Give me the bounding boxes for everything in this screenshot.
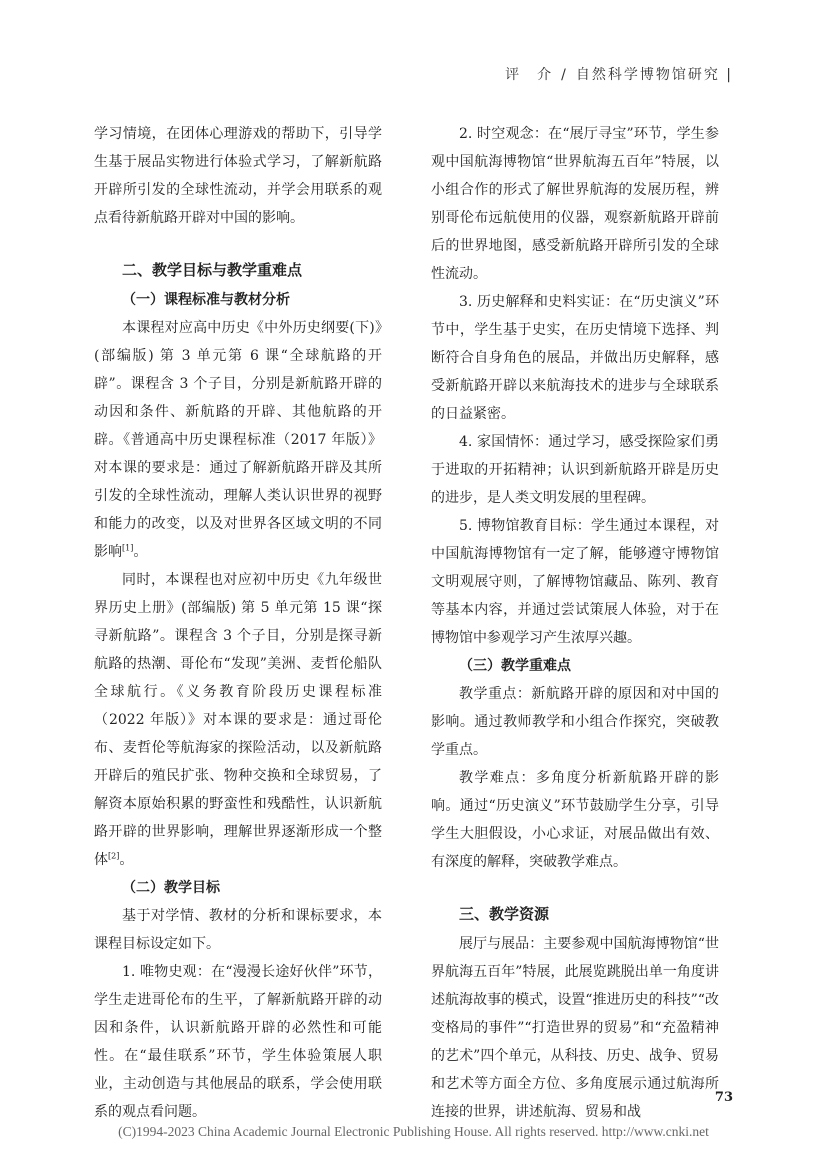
header-section: 评 介 — [505, 67, 554, 83]
paragraph — [94, 566, 382, 874]
paragraph — [94, 314, 382, 566]
subsection-heading: （二）教学目标 — [122, 880, 220, 896]
paragraph: 教学重点：新航路开辟的原因和对中国的影响。通过教师教学和小组合作探究，突破教学重点。 — [431, 686, 719, 758]
header-journal: 自然科学博物馆研究 | — [575, 67, 733, 83]
paragraph: 教学难点：多角度分析新航路开辟的影响。通过“历史演义”环节鼓励学生分享，引导学生大胆假设，小心求证，对展品做出有效、有深度的解释，突破教学难点。 — [431, 770, 719, 870]
running-header — [505, 64, 733, 84]
left-column — [94, 120, 382, 1126]
section-heading: 二、教学目标与教学重难点 — [122, 261, 303, 279]
section-heading: 三、教学资源 — [459, 905, 550, 923]
paragraph: 基于对学情、教材的分析和课标要求，本课程目标设定如下。 — [94, 908, 382, 952]
right-column — [431, 120, 719, 1126]
paragraph: 展厅与展品：主要参观中国航海博物馆“世界航海五百年”特展，此展览跳脱出单一角度讲述航海故事的模式，设置“推进历史的科技”“改变格局的事件”“打造世界的贸易”和“充盈精神的艺术”四个单元，从科技、历史、战争、贸易和艺术等方面全方位、多角度展示通过航海所连接的世界，讲述航海、贸易和战 — [431, 936, 719, 1120]
subsection-heading: （一）课程标准与教材分析 — [122, 292, 290, 308]
paragraph-end: 。 — [133, 544, 148, 560]
subsection-heading: （三）教学重难点 — [459, 658, 571, 674]
page-number: 73 — [714, 1090, 733, 1105]
header-separator: / — [561, 67, 568, 83]
paragraph-text: 同时，本课程也对应初中历史《九年级世界历史上册》(部编版) 第 5 单元第 15 课“探寻新航路”。课程含 3 个子目，分别是探寻新航路的热潮、哥伦布“发现”美洲、麦哲伦船队全球航行。《义务教育阶段历史课程标准（2022 年版）》对本课的要求是：通过哥伦布、麦哲伦等航海家的探险活动，以及新航路开辟后的殖民扩张、物种交换和全球贸易，了解资本原始积累的野蛮性和残酷性，认识新航路开辟的世界影响，理解世界逐渐形成一个整体 — [94, 572, 382, 868]
paragraph: 学习情境，在团体心理游戏的帮助下，引导学生基于展品实物进行体验式学习，了解新航路开辟所引发的全球性流动，并学会用联系的观点看待新航路开辟对中国的影响。 — [94, 126, 382, 226]
paragraph-text: 本课程对应高中历史《中外历史纲要(下)》(部编版) 第 3 单元第 6 课“全球航路的开辟”。课程含 3 个子目，分别是新航路开辟的动因和条件、新航路的开辟、其他航路的开辟。《普通高中历史课程标准（2017 年版）》对本课的要求是：通过了解新航路开辟及其所引发的全球性流动，理解人类认识世界的视野和能力的改变，以及对世界各区域文明的不同影响 — [94, 320, 382, 560]
paragraph: 5. 博物馆教育目标：学生通过本课程，对中国航海博物馆有一定了解，能够遵守博物馆文明观展守则，了解博物馆藏品、陈列、教育等基本内容，并通过尝试策展人体验，对于在博物馆中参观学习产生浓厚兴趣。 — [431, 518, 719, 646]
citation-ref: [2] — [108, 851, 120, 861]
copyright-footer: (C)1994-2023 China Academic Journal Electronic Publishing House. All rights reserved. http://www.cnki.net — [118, 1124, 709, 1139]
paragraph: 1. 唯物史观：在“漫漫长途好伙伴”环节，学生走进哥伦布的生平，了解新航路开辟的动因和条件，认识新航路开辟的必然性和可能性。在“最佳联系”环节，学生体验策展人职业，主动创造与其他展品的联系，学会使用联系的观点看问题。 — [94, 964, 382, 1120]
paragraph: 4. 家国情怀：通过学习，感受探险家们勇于进取的开拓精神；认识到新航路开辟是历史的进步，是人类文明发展的里程碑。 — [431, 434, 719, 506]
paragraph: 3. 历史解释和史料实证：在“历史演义”环节中，学生基于史实，在历史情境下选择、判断符合自身角色的展品，并做出历史解释，感受新航路开辟以来航海技术的进步与全球联系的日益紧密。 — [431, 294, 719, 422]
citation-ref: [1] — [122, 543, 134, 553]
paragraph: 2. 时空观念：在“展厅寻宝”环节，学生参观中国航海博物馆“世界航海五百年”特展，以小组合作的形式了解世界航海的发展历程，辨别哥伦布远航使用的仪器，观察新航路开辟前后的世界地图，感受新航路开辟所引发的全球性流动。 — [431, 126, 719, 282]
paragraph-end: 。 — [119, 852, 134, 868]
